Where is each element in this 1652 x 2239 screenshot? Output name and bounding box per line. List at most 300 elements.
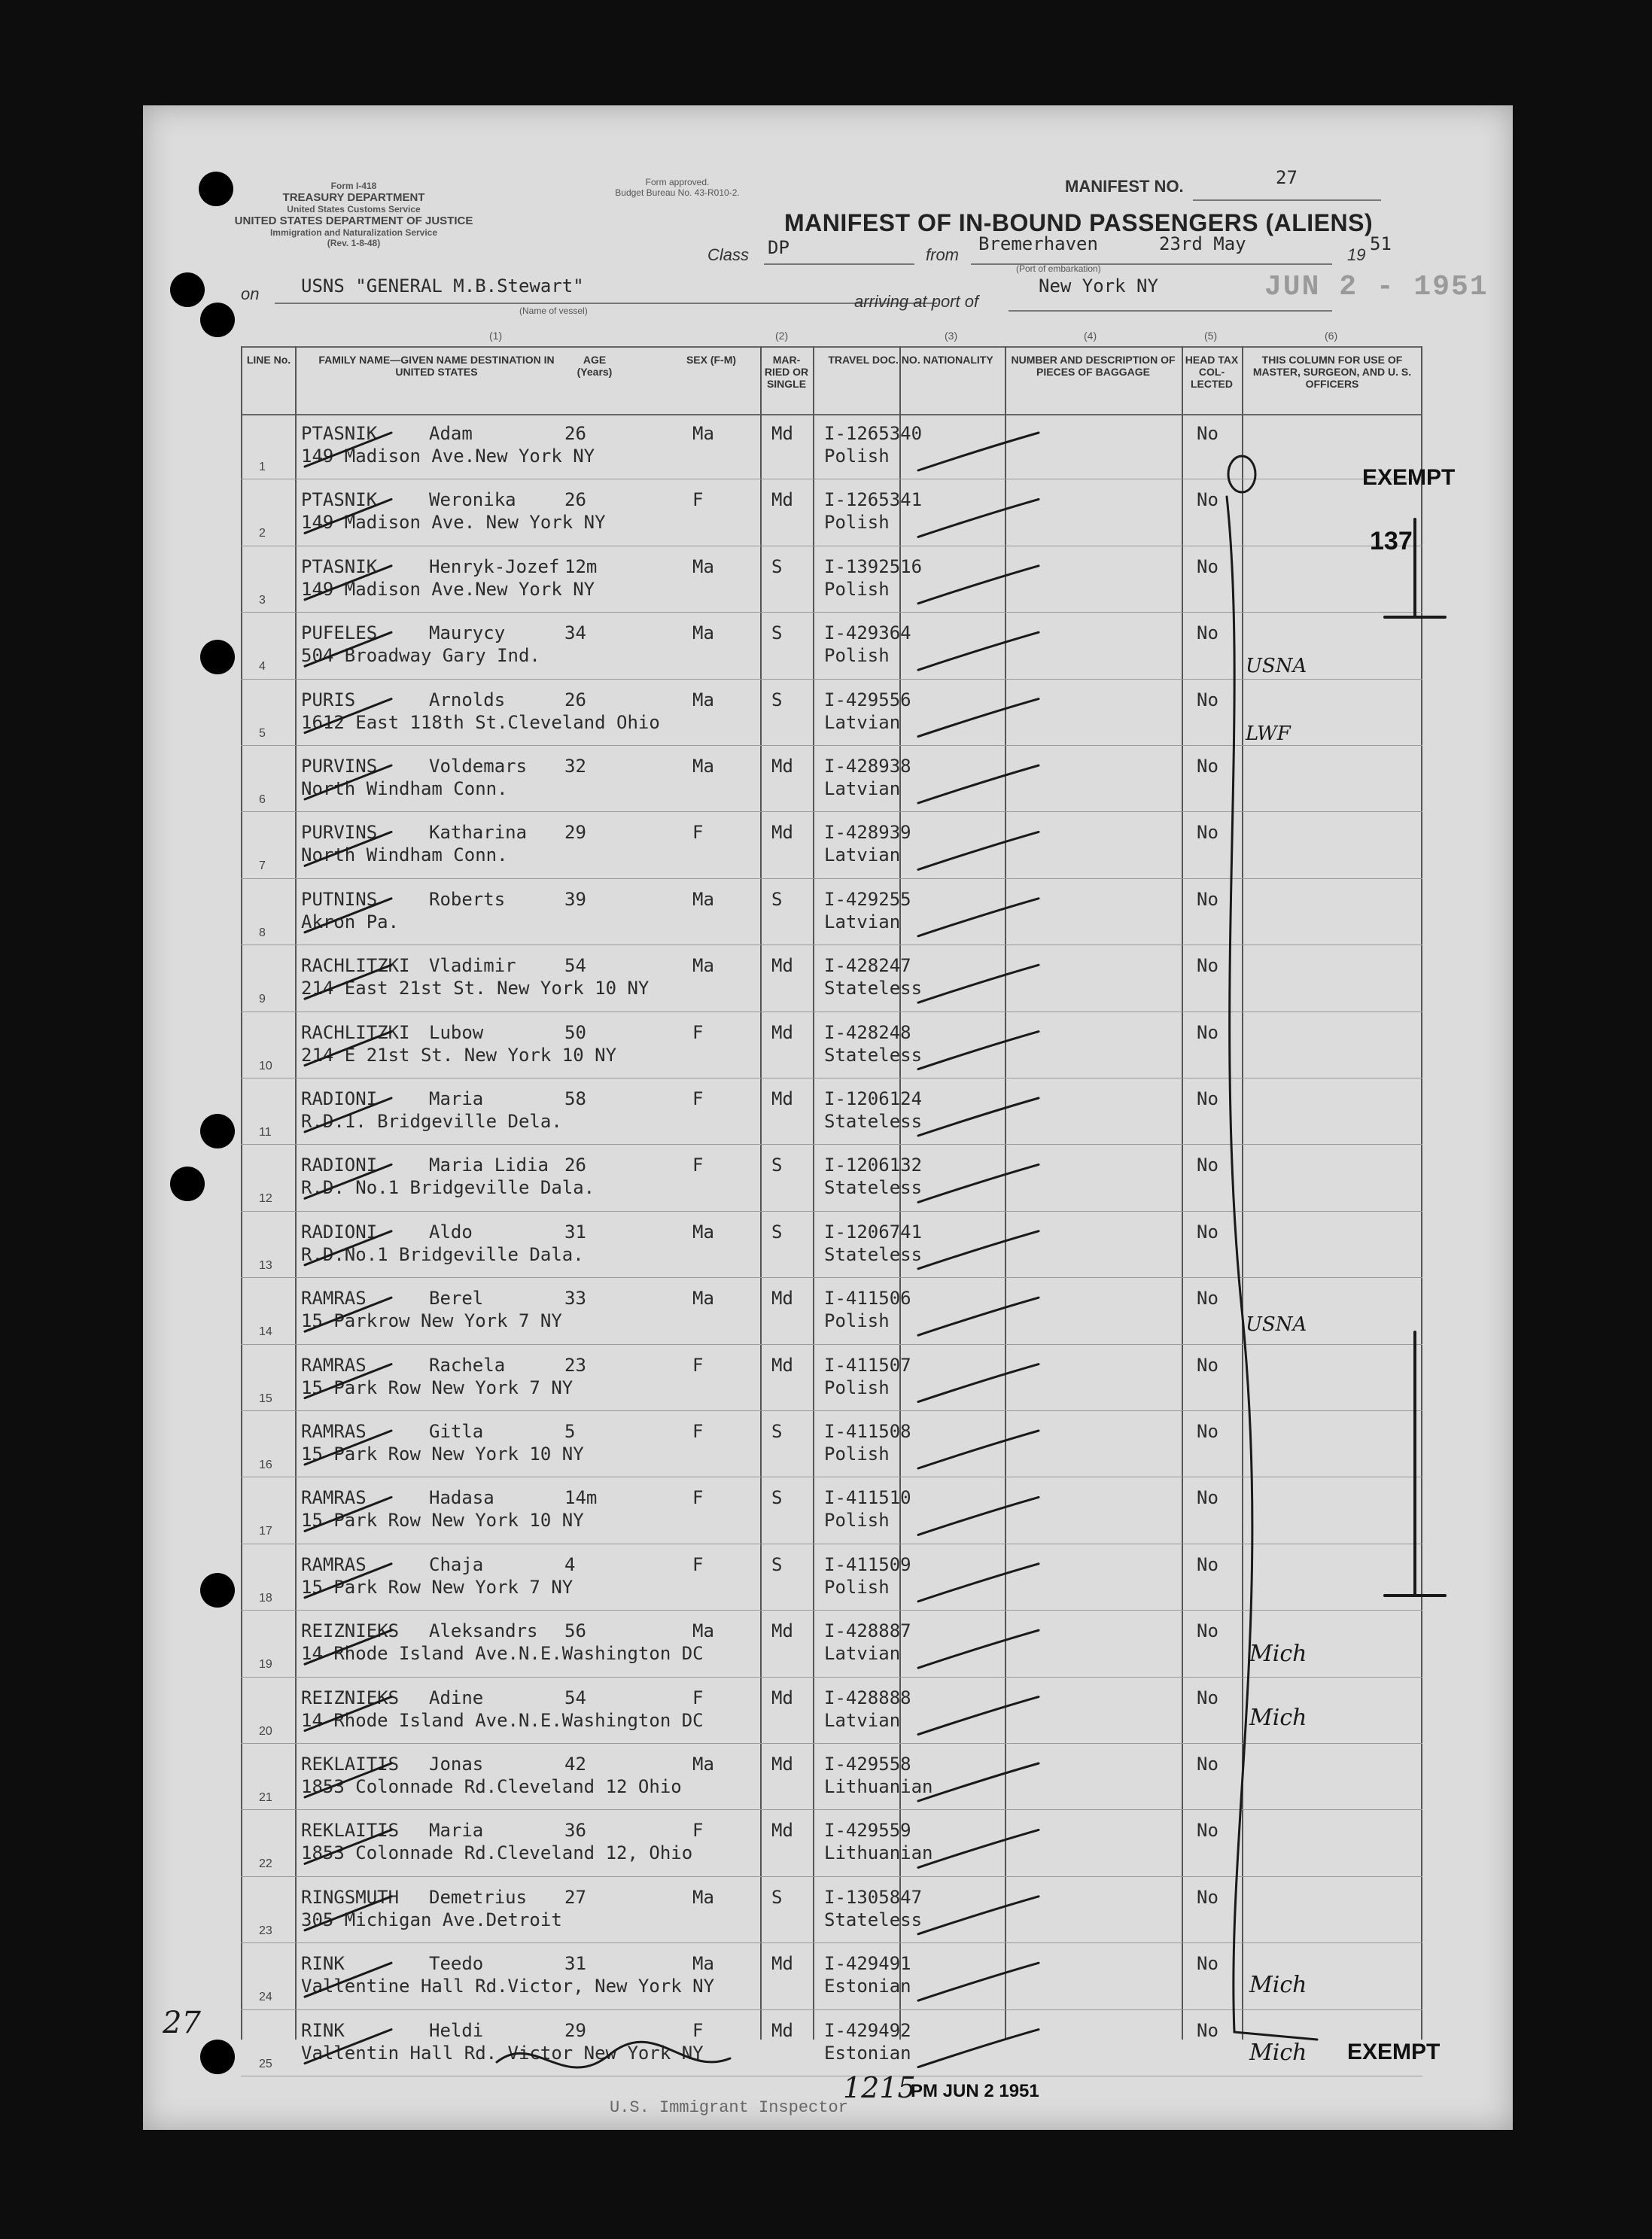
doc-check-stroke [918,1697,1039,1735]
sex: Ma [692,1620,714,1642]
family-bracket [1385,519,1445,617]
family-name: RAMRAS [301,1421,367,1442]
doc-check-stroke [918,699,1039,737]
marital-status: S [771,689,783,710]
treasury-dept: TREASURY DEPARTMENT [282,191,425,204]
line-number: 18 [259,1591,272,1605]
destination-address: North Windham Conn. [301,844,508,866]
sex: F [692,1820,704,1842]
given-name: Maria Lidia [429,1154,549,1176]
sex: F [692,1421,704,1442]
destination-address: 305 Michigan Ave.Detroit [301,1909,562,1930]
col-number-6: (6) [1325,330,1338,342]
form-revision: (Rev. 1-8-48) [327,238,381,248]
inspector-label: U.S. Immigrant Inspector [610,2098,848,2117]
destination-address: Vallentine Hall Rd.Victor, New York NY [301,1976,715,1997]
destination-address: North Windham Conn. [301,778,508,799]
age: 54 [564,1687,586,1708]
sex: F [692,1354,704,1376]
name-check-stroke [305,832,391,865]
family-name: PURVINS [301,756,378,777]
nationality: Polish [824,446,890,467]
family-name: RAMRAS [301,1288,367,1310]
doc-check-stroke [918,499,1039,537]
age: 5 [564,1421,576,1442]
age: 26 [564,489,586,511]
travel-doc-number: I-428938 [824,756,911,777]
year-prefix: 19 [1347,245,1366,264]
line-number: 23 [259,1924,272,1937]
age: 29 [564,822,586,844]
marital-status: S [771,1886,783,1908]
line-number: 10 [259,1059,272,1072]
destination-address: 149 Madison Ave.New York NY [301,578,595,600]
sex: Ma [692,555,714,577]
marital-status: S [771,555,783,577]
name-check-stroke [305,1697,391,1731]
initials-usna: USNA [1246,655,1307,677]
initials-lwf: Mich [1249,2040,1307,2066]
nationality: Lithuanian [824,1842,933,1864]
col-header-officers: THIS COLUMN FOR USE OF MASTER, SURGEON, AND U. S. OFFICERS [1252,354,1412,390]
nationality: Stateless [824,1243,923,1265]
name-check-stroke [305,1830,391,1863]
age: 26 [564,689,586,710]
name-check-stroke [305,1164,391,1198]
age: 23 [564,1354,586,1376]
marital-status: Md [771,1754,793,1775]
line-number: 9 [259,993,266,1006]
family-name: RADIONI [301,1154,378,1176]
travel-doc-number: I-1265340 [824,423,923,444]
family-name: RADIONI [301,1221,378,1243]
sex: F [692,1088,704,1109]
nationality: Polish [824,1443,890,1465]
line-number: 7 [259,859,266,873]
family-name: RAMRAS [301,1553,367,1575]
given-name: Katharina [429,822,528,844]
destination-address: 214 East 21st St. New York 10 NY [301,978,650,999]
family-name: PUTNINS [301,888,378,910]
nationality: Estonian [824,2042,911,2064]
destination-address: R.D.1. Bridgeville Dela. [301,1111,562,1132]
head-tax: No [1197,622,1218,644]
nationality: Latvian [824,911,901,932]
destination-address: Akron Pa. [301,911,400,932]
sex: Ma [692,888,714,910]
travel-doc-number: I-429556 [824,689,911,710]
doc-check-stroke [918,1497,1039,1535]
sex: F [692,2019,704,2041]
from-label: from [926,245,959,264]
doc-check-stroke [918,832,1039,869]
doc-check-stroke [918,1364,1039,1402]
destination-address: 15 Parkrow New York 7 NY [301,1310,562,1332]
sex: F [692,1154,704,1176]
doc-check-stroke [918,899,1039,936]
age: 56 [564,1620,586,1642]
name-check-stroke [305,1032,391,1066]
destination-address: R.D. No.1 Bridgeville Dala. [301,1177,595,1199]
arrival-date-stamp: JUN 2 - 1951 [1264,271,1489,303]
travel-doc-number: I-428247 [824,955,911,977]
head-tax: No [1197,1421,1218,1442]
sex: Ma [692,756,714,777]
head-tax: No [1197,756,1218,777]
head-tax: No [1197,955,1218,977]
sex: F [692,489,704,511]
col-header-marital: MAR-RIED OR SINGLE [764,354,809,390]
name-check-stroke [305,499,391,533]
marital-status: S [771,1421,783,1442]
travel-doc-number: I-429492 [824,2019,911,2041]
family-name: PTASNIK [301,489,378,511]
age: 39 [564,888,586,910]
departure-date: 23rd May [1159,233,1246,254]
destination-address: 15 Park Row New York 10 NY [301,1510,584,1532]
doc-check-stroke [918,1963,1039,2000]
head-tax: No [1197,2019,1218,2041]
family-name: REKLAITIS [301,1820,400,1842]
initials-lwf: Mich [1249,1705,1307,1731]
age: 34 [564,622,586,644]
nationality: Estonian [824,1976,911,1997]
name-check-stroke [305,1963,391,1997]
age: 26 [564,423,586,444]
vessel-name: USNS "GENERAL M.B.Stewart" [301,275,584,297]
family-name: REIZNIEKS [301,1687,400,1708]
age: 4 [564,1553,576,1575]
line-number: 2 [259,527,266,540]
line-number: 1 [259,461,266,473]
family-name: PURIS [301,689,356,710]
col-number-5: (5) [1204,330,1218,342]
justice-dept: UNITED STATES DEPARTMENT OF JUSTICE [234,214,473,227]
line-number: 19 [259,1658,272,1672]
age: 58 [564,1088,586,1109]
destination-address: R.D.No.1 Bridgeville Dala. [301,1243,584,1265]
manifest-sheet [143,105,1513,2130]
marital-status: S [771,1487,783,1509]
given-name: Adam [429,423,473,444]
head-tax: No [1197,1021,1218,1043]
age: 50 [564,1021,586,1043]
travel-doc-number: I-1206741 [824,1221,923,1243]
marital-status: Md [771,1354,793,1376]
sex: Ma [692,1886,714,1908]
travel-doc-number: I-429491 [824,1953,911,1975]
form-approved: Form approved. [645,177,710,187]
head-tax-bracket [1227,497,1317,2040]
travel-doc-number: I-411506 [824,1288,911,1310]
nationality: Polish [824,1310,890,1332]
col-header-head-tax: HEAD TAX COL-LECTED [1185,354,1239,390]
on-label: on [241,284,260,303]
destination-address: 14 Rhode Island Ave.N.E.Washington DC [301,1709,704,1731]
head-tax: No [1197,555,1218,577]
age: 26 [564,1154,586,1176]
exempt-stamp-bottom: EXEMPT [1347,2040,1441,2064]
doc-check-stroke [918,1897,1039,1934]
given-name: Heldi [429,2019,484,2041]
sex: Ma [692,1754,714,1775]
count-stamp: 137 [1370,527,1413,555]
nationality: Latvian [824,1709,901,1731]
col-header-baggage: NUMBER AND DESCRIPTION OF PIECES OF BAGGAGE [1011,354,1176,378]
sex: F [692,1553,704,1575]
age: 12m [564,555,598,577]
given-name: Jonas [429,1754,484,1775]
head-tax: No [1197,1820,1218,1842]
family-name: RINK [301,1953,345,1975]
col-header-age: AGE (Years) [577,354,613,378]
travel-doc-number: I-429255 [824,888,911,910]
marital-status: Md [771,1088,793,1109]
travel-doc-number: I-1305847 [824,1886,923,1908]
name-check-stroke [305,1431,391,1465]
given-name: Teedo [429,1953,484,1975]
arriving-label: arriving at port of [854,292,979,311]
destination-address: 15 Park Row New York 10 NY [301,1443,584,1465]
family-name: RACHLITZKI [301,955,410,977]
year-value: 51 [1370,233,1392,254]
head-tax: No [1197,1687,1218,1708]
age: 31 [564,1221,586,1243]
embarkation-note: (Port of embarkation) [1016,263,1101,274]
line-number: 11 [259,1126,272,1139]
sex: Ma [692,689,714,710]
nationality: Latvian [824,844,901,866]
name-check-stroke [305,1364,391,1398]
doc-check-stroke [918,566,1039,604]
head-tax: No [1197,822,1218,844]
name-check-stroke [305,1297,391,1331]
destination-address: 214 E 21st St. New York 10 NY [301,1044,617,1066]
inspection-date-stamp: PM JUN 2 1951 [911,2081,1039,2101]
marital-status: S [771,1553,783,1575]
age: 42 [564,1754,586,1775]
given-name: Aldo [429,1221,473,1243]
initials-lwf: Mich [1249,1641,1307,1667]
destination-address: 149 Madison Ave.New York NY [301,446,595,467]
family-name: RAMRAS [301,1354,367,1376]
sex: F [692,1487,704,1509]
customs-service: United States Customs Service [287,204,421,214]
line-number: 6 [259,793,266,806]
age: 36 [564,1820,586,1842]
doc-check-stroke [918,1763,1039,1801]
margin-number: 27 [163,2006,201,2040]
destination-address: 15 Park Row New York 7 NY [301,1576,573,1598]
nationality: Latvian [824,1643,901,1665]
col-header-name: FAMILY NAME—GIVEN NAME DESTINATION IN UNITED STATES [318,354,555,378]
given-name: Gitla [429,1421,484,1442]
marital-status: Md [771,489,793,511]
age: 14m [564,1487,598,1509]
name-check-stroke [305,765,391,799]
family-name: RINGSMUTH [301,1886,400,1908]
doc-check-stroke [918,632,1039,670]
line-number: 22 [259,1857,272,1871]
marital-status: Md [771,1820,793,1842]
initials-lwf: Mich [1249,1972,1307,1998]
initials-dcwc: LWF [1246,723,1291,745]
name-check-stroke [305,1098,391,1132]
travel-doc-number: I-429559 [824,1820,911,1842]
age: 32 [564,756,586,777]
manifest-number-label: MANIFEST NO. [1065,177,1184,196]
doc-check-stroke [918,1630,1039,1668]
travel-doc-number: I-428939 [824,822,911,844]
head-tax: No [1197,1886,1218,1908]
form-number: Form I-418 [330,181,377,191]
budget-bureau: Budget Bureau No. 43-R010-2. [615,187,740,198]
head-tax: No [1197,888,1218,910]
line-number: 16 [259,1459,272,1471]
name-check-stroke [305,433,391,467]
given-name: Voldemars [429,756,528,777]
nationality: Stateless [824,978,923,999]
travel-doc-number: I-411509 [824,1553,911,1575]
destination-address: 15 Park Row New York 7 NY [301,1377,573,1398]
given-name: Arnolds [429,689,506,710]
marital-status: Md [771,1953,793,1975]
travel-doc-number: I-411507 [824,1354,911,1376]
doc-check-stroke [918,1431,1039,1468]
head-tax: No [1197,423,1218,444]
given-name: Maria [429,1088,484,1109]
marital-status: Md [771,1021,793,1043]
travel-doc-number: I-429364 [824,622,911,644]
col-header-sex: SEX (F-M) [686,354,737,366]
travel-doc-number: I-428888 [824,1687,911,1708]
name-check-stroke [305,965,391,999]
head-tax: No [1197,1221,1218,1243]
marital-status: Md [771,1620,793,1642]
sex: Ma [692,622,714,644]
doc-check-stroke [918,1231,1039,1269]
nationality: Lithuanian [824,1776,933,1797]
nationality: Polish [824,578,890,600]
line-number: 20 [259,1724,272,1738]
marital-status: S [771,622,783,644]
circled-mark [1228,456,1255,492]
from-value: Bremerhaven [978,233,1098,254]
destination-address: 1612 East 118th St.Cleveland Ohio [301,711,660,733]
given-name: Chaja [429,1553,484,1575]
head-tax: No [1197,1154,1218,1176]
line-number: 24 [259,1991,272,2004]
sex: F [692,1021,704,1043]
age: 33 [564,1288,586,1310]
travel-doc-number: I-1206124 [824,1088,923,1109]
given-name: Maria [429,1820,484,1842]
head-tax: No [1197,689,1218,710]
doc-check-stroke [918,1564,1039,1602]
given-name: Henryk-Jozef [429,555,560,577]
col-header-line: LINE No. [246,354,291,366]
head-tax: No [1197,1953,1218,1975]
family-name: PURVINS [301,822,378,844]
name-check-stroke [305,1763,391,1797]
nationality: Latvian [824,778,901,799]
nationality: Stateless [824,1909,923,1930]
destination-address: 14 Rhode Island Ave.N.E.Washington DC [301,1643,704,1665]
nationality: Latvian [824,711,901,733]
given-name: Adine [429,1687,484,1708]
doc-check-stroke [918,765,1039,803]
given-name: Lubow [429,1021,484,1043]
nationality: Polish [824,512,890,534]
family-name: PTASNIK [301,423,378,444]
destination-address: Vallentin Hall Rd. Victor New York NY [301,2042,704,2064]
name-check-stroke [305,699,391,733]
doc-check-stroke [918,1032,1039,1069]
marital-status: Md [771,423,793,444]
nationality: Stateless [824,1111,923,1132]
marital-status: Md [771,955,793,977]
given-name: Hadasa [429,1487,494,1509]
marital-status: Md [771,1687,793,1708]
line-number: 5 [259,726,266,740]
given-name: Maurycy [429,622,506,644]
family-name: RACHLITZKI [301,1021,410,1043]
nationality: Polish [824,645,890,667]
class-value: DP [768,237,789,258]
sex: F [692,1687,704,1708]
col-number-3: (3) [945,330,958,342]
marital-status: Md [771,756,793,777]
travel-doc-number: I-1265341 [824,489,923,511]
sex: F [692,822,704,844]
head-tax: No [1197,1553,1218,1575]
family-name: RAMRAS [301,1487,367,1509]
travel-doc-number: I-411508 [824,1421,911,1442]
sex: Ma [692,1288,714,1310]
destination-address: 1853 Colonnade Rd.Cleveland 12, Ohio [301,1842,693,1864]
travel-doc-number: I-1206132 [824,1154,923,1176]
head-tax: No [1197,1354,1218,1376]
marital-status: S [771,1221,783,1243]
line-number: 4 [259,660,266,674]
nationality: Polish [824,1510,890,1532]
age: 27 [564,1886,586,1908]
family-name: REKLAITIS [301,1754,400,1775]
line-number: 25 [259,2057,272,2070]
name-check-stroke [305,899,391,932]
marital-status: Md [771,822,793,844]
name-check-stroke [305,632,391,666]
doc-check-stroke [918,1164,1039,1202]
nationality: Stateless [824,1044,923,1066]
inspector-signature [497,2042,730,2067]
manifest-title: MANIFEST OF IN-BOUND PASSENGERS (ALIENS) [784,209,1374,236]
line-number: 3 [259,593,266,607]
age: 29 [564,2019,586,2041]
line-number: 21 [259,1791,272,1804]
doc-check-stroke [918,965,1039,1002]
name-check-stroke [305,1497,391,1531]
age: 54 [564,955,586,977]
destination-address: 149 Madison Ave. New York NY [301,512,606,534]
travel-doc-number: I-411510 [824,1487,911,1509]
nationality: Stateless [824,1177,923,1199]
vessel-note: (Name of vessel) [519,306,588,316]
head-tax: No [1197,1288,1218,1310]
doc-check-stroke [918,2030,1039,2067]
name-check-stroke [305,1231,391,1265]
name-check-stroke [305,1897,391,1930]
